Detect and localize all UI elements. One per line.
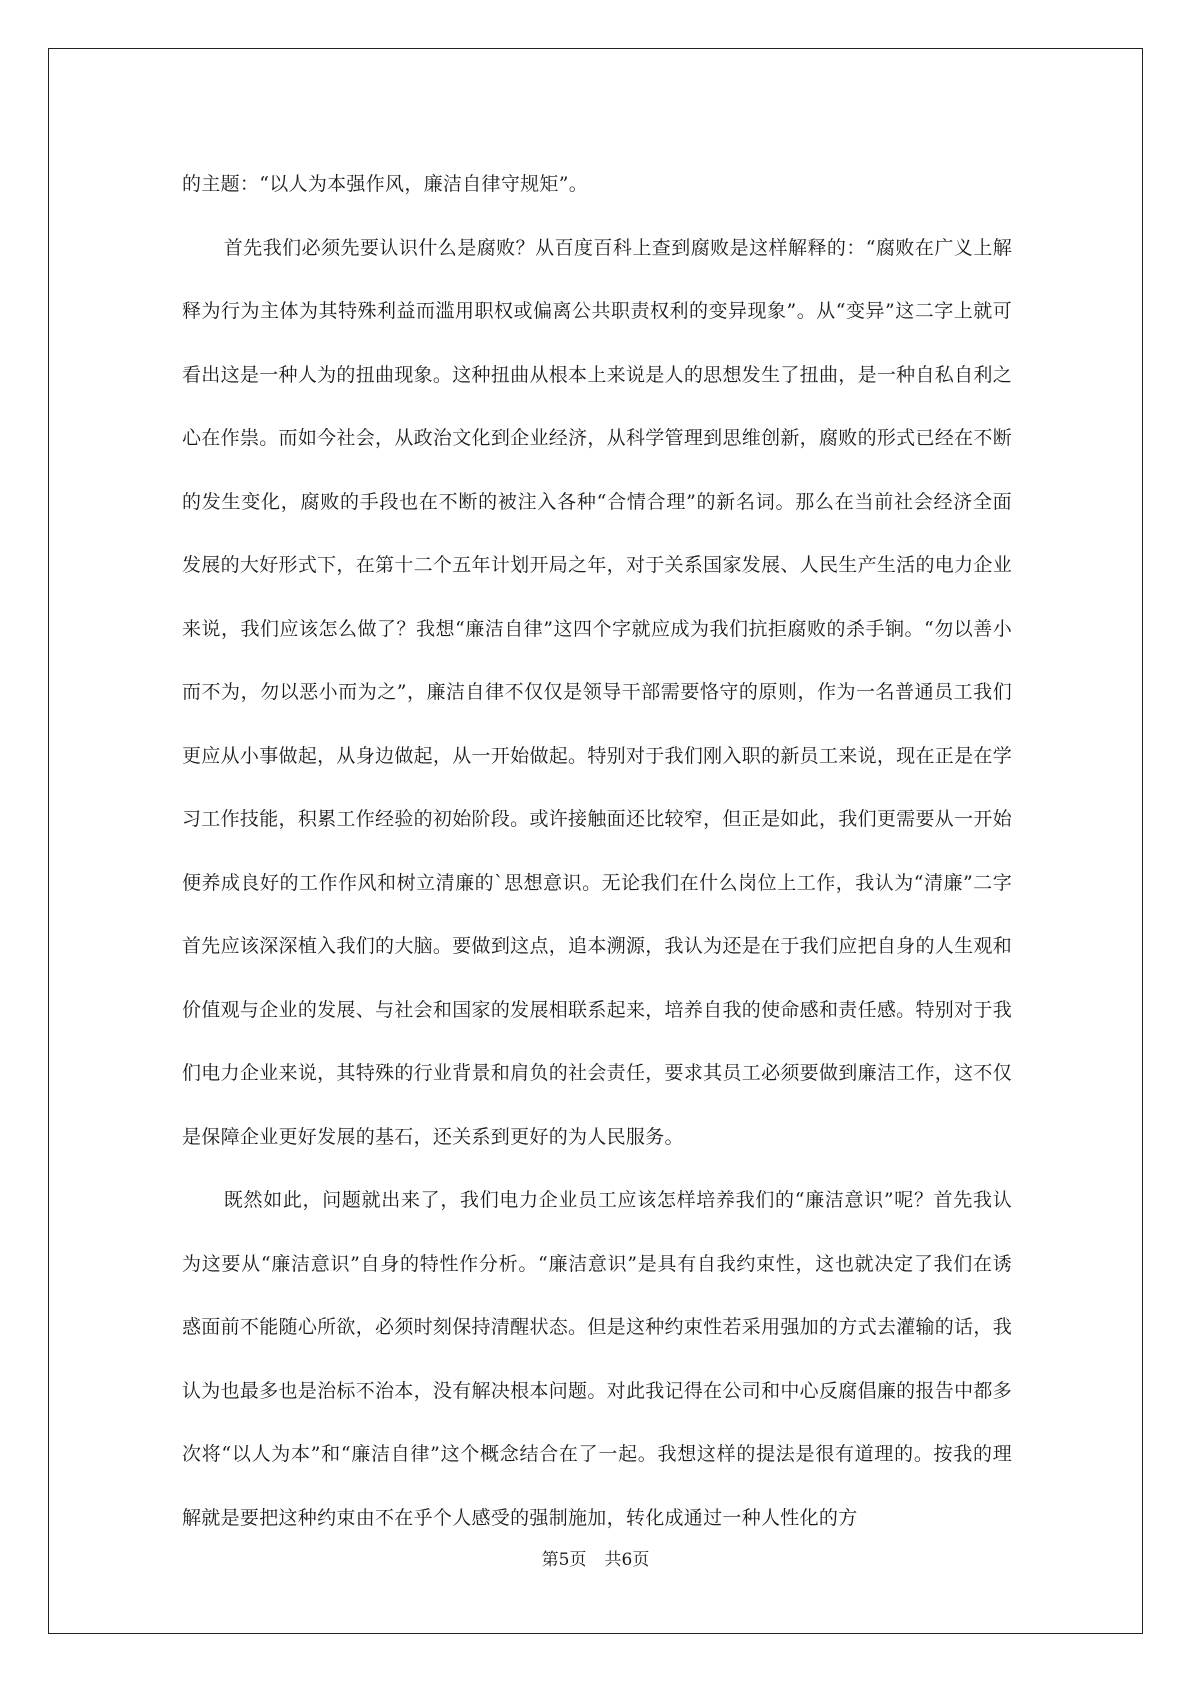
document-body <box>182 153 1012 1550</box>
paragraph-2: 首先我们必须先要认识什么是腐败？从百度百科上查到腐败是这样解释的：“腐败在广义上解释为行为主体为其特殊利益而滥用职权或偏离公共职责权利的变异现象”。从“变异”这二字上就可看出这是一种人为的扭曲现象。这种扭曲从根本上来说是人的思想发生了扭曲，是一种自私自利之心在作祟。而如今社会，从政治文化到企业经济，从科学管理到思维创新，腐败的形式已经在不断的发生变化，腐败的手段也在不断的被注入各种“合情合理”的新名词。那么在当前社会经济全面发展的大好形式下，在第十二个五年计划开局之年，对于关系国家发展、人民生产生活的电力企业来说，我们应该怎么做了？我想“廉洁自律”这四个字就应成为我们抗拒腐败的杀手锏。“勿以善小而不为，勿以恶小而为之”，廉洁自律不仅仅是领导干部需要恪守的原则，作为一名普通员工我们更应从小事做起，从身边做起，从一开始做起。特别对于我们刚入职的新员工来说，现在正是在学习工作技能，积累工作经验的初始阶段。或许接触面还比较窄，但正是如此，我们更需要从一开始便养成良好的工作作风和树立清廉的`思想意识。无论我们在什么岗位上工作，我认为“清廉”二字首先应该深深植入我们的大脑。要做到这点，追本溯源，我认为还是在于我们应把自身的人生观和价值观与企业的发展、与社会和国家的发展相联系起来，培养自我的使命感和责任感。特别对于我们电力企业来说，其特殊的行业背景和肩负的社会责任，要求其员工必须要做到廉洁工作，这不仅是保障企业更好发展的基石，还关系到更好的为人民服务。 <box>182 236 1012 1148</box>
paragraph-1: 的主题：“以人为本强作风，廉洁自律守规矩”。 <box>182 173 589 195</box>
page-footer <box>0 1545 1191 1570</box>
page-number-total: 共6页 <box>604 1550 650 1570</box>
page-number-current: 第5页 <box>541 1550 587 1570</box>
paragraph-3: 既然如此，问题就出来了，我们电力企业员工应该怎样培养我们的“廉洁意识”呢？首先我认为这要从“廉洁意识”自身的特性作分析。“廉洁意识”是具有自我约束性，这也就决定了我们在诱惑面前不能随心所欲，必须时刻保持清醒状态。但是这种约束性若采用强加的方式去灌输的话，我认为也最多也是治标不治本，没有解决根本问题。对此我记得在公司和中心反腐倡廉的报告中都多次将“以人为本”和“廉洁自律”这个概念结合在了一起。我想这样的提法是很有道理的。按我的理解就是要把这种约束由不在乎个人感受的强制施加，转化成通过一种人性化的方 <box>182 1189 1012 1529</box>
